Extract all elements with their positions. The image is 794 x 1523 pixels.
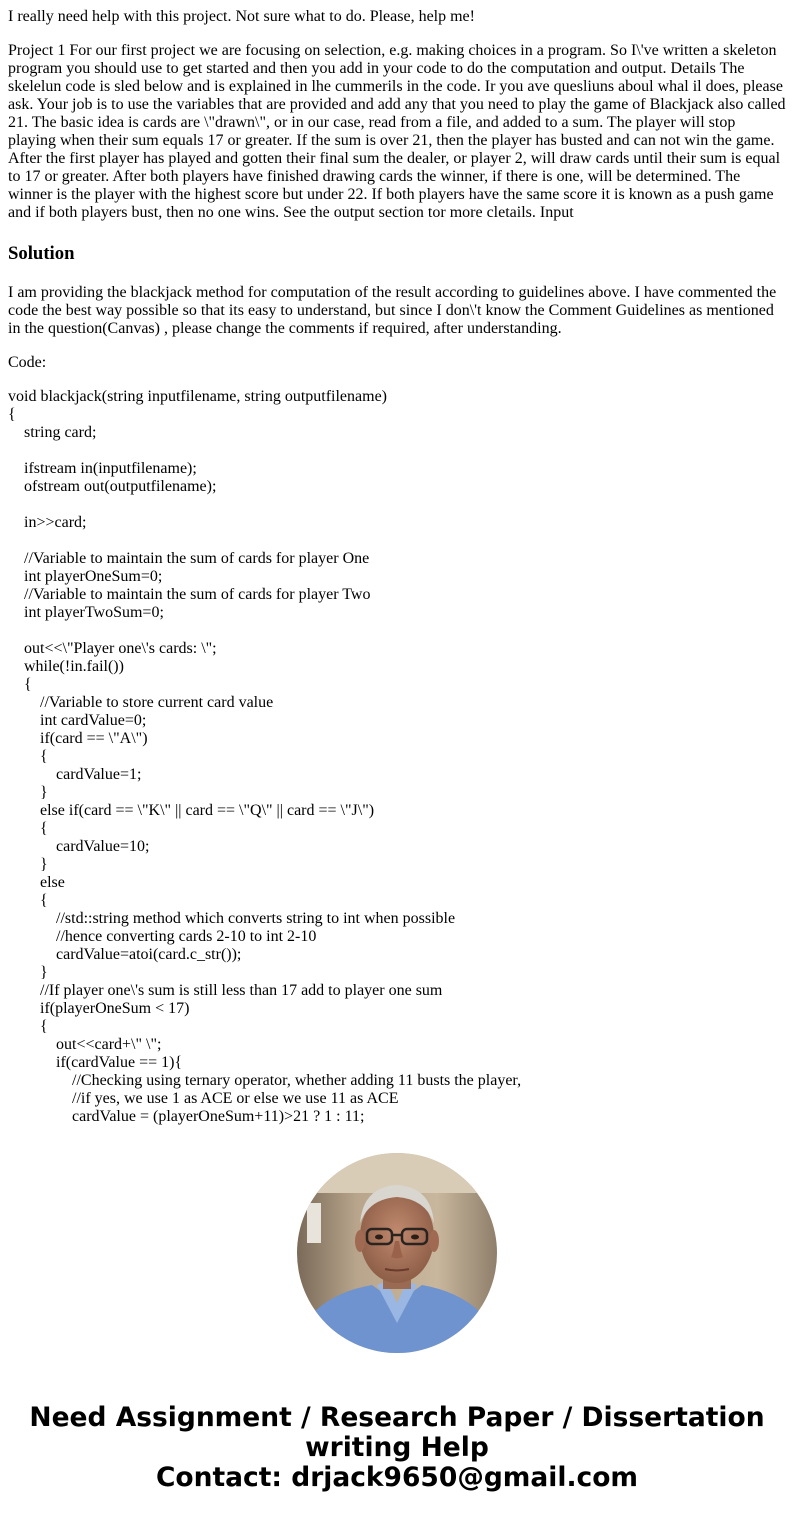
code-line: cardValue=1;: [8, 766, 142, 783]
code-line: {: [8, 676, 32, 693]
code-line: cardValue = (playerOneSum+11)>21 ? 1 : 11;: [8, 1108, 365, 1125]
code-line: }: [8, 964, 48, 981]
code-line: {: [8, 892, 48, 909]
solution-heading: Solution: [8, 243, 75, 264]
code-line: [8, 442, 786, 460]
code-line: if(cardValue == 1){: [8, 1054, 183, 1071]
promo-contact: Contact: drjack9650@gmail.com: [155, 1462, 639, 1493]
code-line: //Variable to maintain the sum of cards for player One: [8, 550, 370, 567]
code-line: else: [8, 874, 65, 891]
article: [8, 8, 786, 1126]
code-line: //Variable to maintain the sum of cards for player Two: [8, 586, 371, 603]
code-line: {: [8, 820, 48, 837]
code-line: }: [8, 856, 48, 873]
code-line: [8, 532, 786, 550]
promo-banner: [0, 1403, 794, 1493]
code-line: out<<\"Player one\'s cards: \";: [8, 640, 217, 657]
promo-line-1: Need Assignment / Research Paper / Dissertation: [29, 1402, 765, 1433]
code-line: out<<card+\" \";: [8, 1036, 162, 1053]
code-line: in>>card;: [8, 514, 87, 531]
code-line: {: [8, 406, 16, 423]
code-line: //hence converting cards 2-10 to int 2-10: [8, 928, 317, 945]
code-line: //if yes, we use 1 as ACE or else we use 11 as ACE: [8, 1090, 399, 1107]
code-line: ofstream out(outputfilename);: [8, 478, 217, 495]
author-photo: [297, 1153, 497, 1353]
code-line: ifstream in(inputfilename);: [8, 460, 197, 477]
code-line: int playerTwoSum=0;: [8, 604, 164, 621]
code-line: [8, 622, 786, 640]
question-body: Project 1 For our first project we are focusing on selection, e.g. making choices in a program. So I\'ve written a skeleton program you should use to get started and then you add in your code to do the computation and output. Details The skelelun code is sled below and is explained in lhe cummerils in the code. Ir you ave quesliuns aboul whal il does, please ask. Your job is to use the variables that are provided and add any that you need to play the game of Blackjack also called 21. The basic idea is cards are \"drawn\", or in our case, read from a file, and added to a sum. The player will stop playing when their sum equals 17 or greater. If the sum is over 21, then the player has busted and can not win the game. After the first player has played and gotten their final sum the dealer, or player 2, will draw cards until their sum is equal to 17 or greater. After both players have finished drawing cards the winner, if there is one, will be determined. The winner is the player with the highest score but under 22. If both players have the same score it is known as a push game and if both players bust, then no one wins. See the output section tor more cletails. Input: [8, 42, 786, 221]
code-label: Code:: [8, 354, 47, 371]
code-line: }: [8, 784, 48, 801]
code-line: string card;: [8, 424, 97, 441]
code-line: while(!in.fail()): [8, 658, 124, 675]
code-line: int playerOneSum=0;: [8, 568, 163, 585]
code-line: if(playerOneSum < 17): [8, 1000, 190, 1017]
code-block: [8, 388, 786, 1126]
code-line: cardValue=10;: [8, 838, 150, 855]
code-line: [8, 496, 786, 514]
code-line: {: [8, 748, 48, 765]
author-avatar: [297, 1153, 497, 1353]
code-line: {: [8, 1018, 48, 1035]
code-line: //Checking using ternary operator, whether adding 11 busts the player,: [8, 1072, 522, 1089]
code-line: int cardValue=0;: [8, 712, 147, 729]
code-line: //If player one\'s sum is still less than 17 add to player one sum: [8, 982, 443, 999]
code-line: //std::string method which converts string to int when possible: [8, 910, 456, 927]
question-intro: I really need help with this project. Not sure what to do. Please, help me!: [8, 8, 475, 25]
code-line: //Variable to store current card value: [8, 694, 274, 711]
code-line: if(card == \"A\"): [8, 730, 148, 747]
promo-line-2: writing Help: [305, 1432, 489, 1463]
solution-text: I am providing the blackjack method for computation of the result according to guidelines above. I have commented the code the best way possible so that its easy to understand, but since I don\'t know the Comment Guidelines as mentioned in the question(Canvas) , please change the comments if required, after understanding.: [8, 284, 777, 337]
code-line: cardValue=atoi(card.c_str());: [8, 946, 242, 963]
code-line: else if(card == \"K\" || card == \"Q\" || card == \"J\"): [8, 802, 375, 819]
code-line: void blackjack(string inputfilename, string outputfilename): [8, 388, 388, 405]
